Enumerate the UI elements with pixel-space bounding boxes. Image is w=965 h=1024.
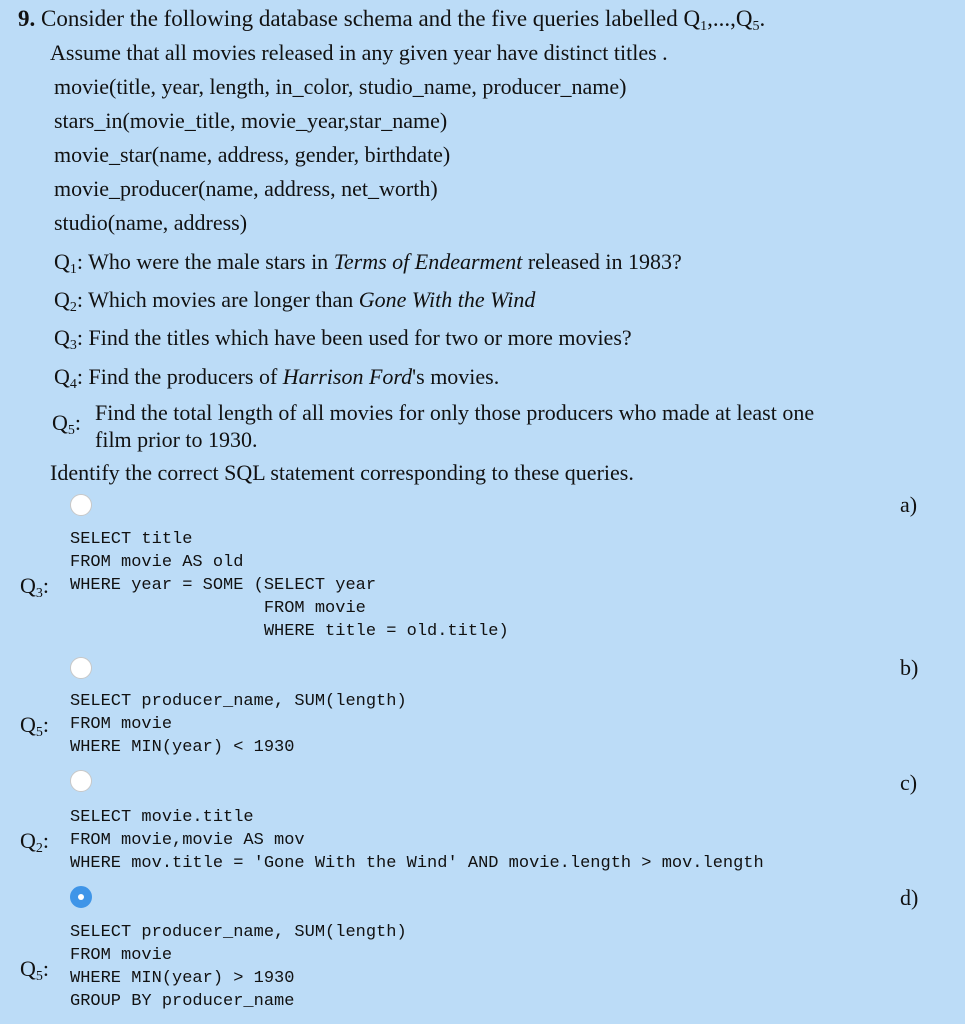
option-c-code-1: SELECT movie.title xyxy=(70,808,254,827)
option-d-code-4: GROUP BY producer_name xyxy=(70,992,295,1011)
option-c-letter: c) xyxy=(900,770,918,795)
option-b-code-1: SELECT producer_name, SUM(length) xyxy=(70,692,407,711)
option-a-code-4: FROM movie xyxy=(70,599,366,618)
option-a-code-2: FROM movie AS old xyxy=(70,553,244,572)
schema-studio: studio(name, address) xyxy=(54,210,248,235)
query-q2 xyxy=(54,287,535,316)
option-a-code-3: WHERE year = SOME (SELECT year xyxy=(70,576,377,595)
q1-label: Q xyxy=(54,249,70,274)
q1-text-end: released in 1983? xyxy=(522,249,682,274)
option-b-radio[interactable] xyxy=(70,657,92,679)
option-d-radio[interactable] xyxy=(70,886,92,908)
option-d-code-1: SELECT producer_name, SUM(length) xyxy=(70,923,407,942)
q2-movie-title: Gone With the Wind xyxy=(358,287,536,312)
option-c-code-2: FROM movie,movie AS mov xyxy=(70,831,305,850)
option-d-code-2: FROM movie xyxy=(70,946,173,965)
query-q5-label xyxy=(52,410,81,439)
option-d-letter: d) xyxy=(900,885,919,910)
q2-label: Q xyxy=(54,287,70,312)
q5-label: Q xyxy=(52,410,68,435)
query-q5-line2: film prior to 1930. xyxy=(95,427,258,452)
option-b-query-label xyxy=(20,712,49,741)
intro-end: . xyxy=(759,6,766,31)
option-c-qsub: 2 xyxy=(35,841,43,856)
q4-text-end: 's movies. xyxy=(412,364,500,389)
option-c-query-label xyxy=(20,828,49,857)
option-b-code-2: FROM movie xyxy=(70,715,173,734)
option-c-q: Q xyxy=(20,828,36,853)
option-a-code-1: SELECT title xyxy=(70,530,193,549)
schema-movie-producer: movie_producer(name, address, net_worth) xyxy=(54,176,438,201)
query-q5-line1: Find the total length of all movies for only those producers who made at least one xyxy=(95,400,815,425)
option-a-letter: a) xyxy=(900,492,918,517)
option-b-q: Q xyxy=(20,712,36,737)
q1-sub: 1 xyxy=(69,262,77,277)
option-d-q: Q xyxy=(20,956,36,981)
query-q3 xyxy=(54,325,632,354)
query-q1 xyxy=(54,249,682,278)
q2-sub: 2 xyxy=(69,300,77,315)
q2-text: : Which movies are longer than xyxy=(76,287,359,312)
instruction: Identify the correct SQL statement corresponding to these queries. xyxy=(50,460,634,485)
option-a-q: Q xyxy=(20,573,36,598)
q4-label: Q xyxy=(54,364,70,389)
question-number: 9. xyxy=(18,6,36,31)
option-b-qsub: 5 xyxy=(35,725,43,740)
schema-stars-in: stars_in(movie_title, movie_year,star_name) xyxy=(54,108,448,133)
q1-text: : Who were the male stars in xyxy=(76,249,334,274)
option-a-code-5: WHERE title = old.title) xyxy=(70,622,509,641)
q4-text: : Find the producers of xyxy=(76,364,283,389)
option-a-query-label xyxy=(20,573,49,602)
q4-sub: 4 xyxy=(69,377,77,392)
option-b-colon: : xyxy=(42,712,50,737)
q3-sub: 3 xyxy=(69,338,77,353)
question-heading xyxy=(18,6,765,35)
intro-mid: ,...,Q xyxy=(707,6,753,31)
option-c-colon: : xyxy=(42,828,50,853)
option-a-qsub: 3 xyxy=(35,586,43,601)
q3-label: Q xyxy=(54,325,70,350)
option-d-query-label xyxy=(20,956,49,985)
intro-assumption: Assume that all movies released in any given year have distinct titles . xyxy=(50,40,668,65)
q3-text: : Find the titles which have been used for two or more movies? xyxy=(76,325,632,350)
q1-movie-title: Terms of Endearment xyxy=(333,249,523,274)
q5-sub: 5 xyxy=(67,423,75,438)
intro-sub-5: 5 xyxy=(752,19,760,34)
schema-movie: movie(title, year, length, in_color, studio_name, producer_name) xyxy=(54,74,627,99)
intro-text: Consider the following database schema and the five queries labelled Q xyxy=(41,6,701,31)
option-b-code-3: WHERE MIN(year) < 1930 xyxy=(70,738,295,757)
q4-actor-name: Harrison Ford xyxy=(282,364,413,389)
option-b-letter: b) xyxy=(900,655,919,680)
query-q4 xyxy=(54,364,499,393)
option-d-qsub: 5 xyxy=(35,969,43,984)
option-a-colon: : xyxy=(42,573,50,598)
option-c-radio[interactable] xyxy=(70,770,92,792)
intro-sub-1: 1 xyxy=(700,19,708,34)
option-d-code-3: WHERE MIN(year) > 1930 xyxy=(70,969,295,988)
option-c-code-3: WHERE mov.title = 'Gone With the Wind' AND movie.length > mov.length xyxy=(70,854,764,873)
q5-colon: : xyxy=(74,410,82,435)
option-d-colon: : xyxy=(42,956,50,981)
schema-movie-star: movie_star(name, address, gender, birthdate) xyxy=(54,142,451,167)
option-a-radio[interactable] xyxy=(70,494,92,516)
